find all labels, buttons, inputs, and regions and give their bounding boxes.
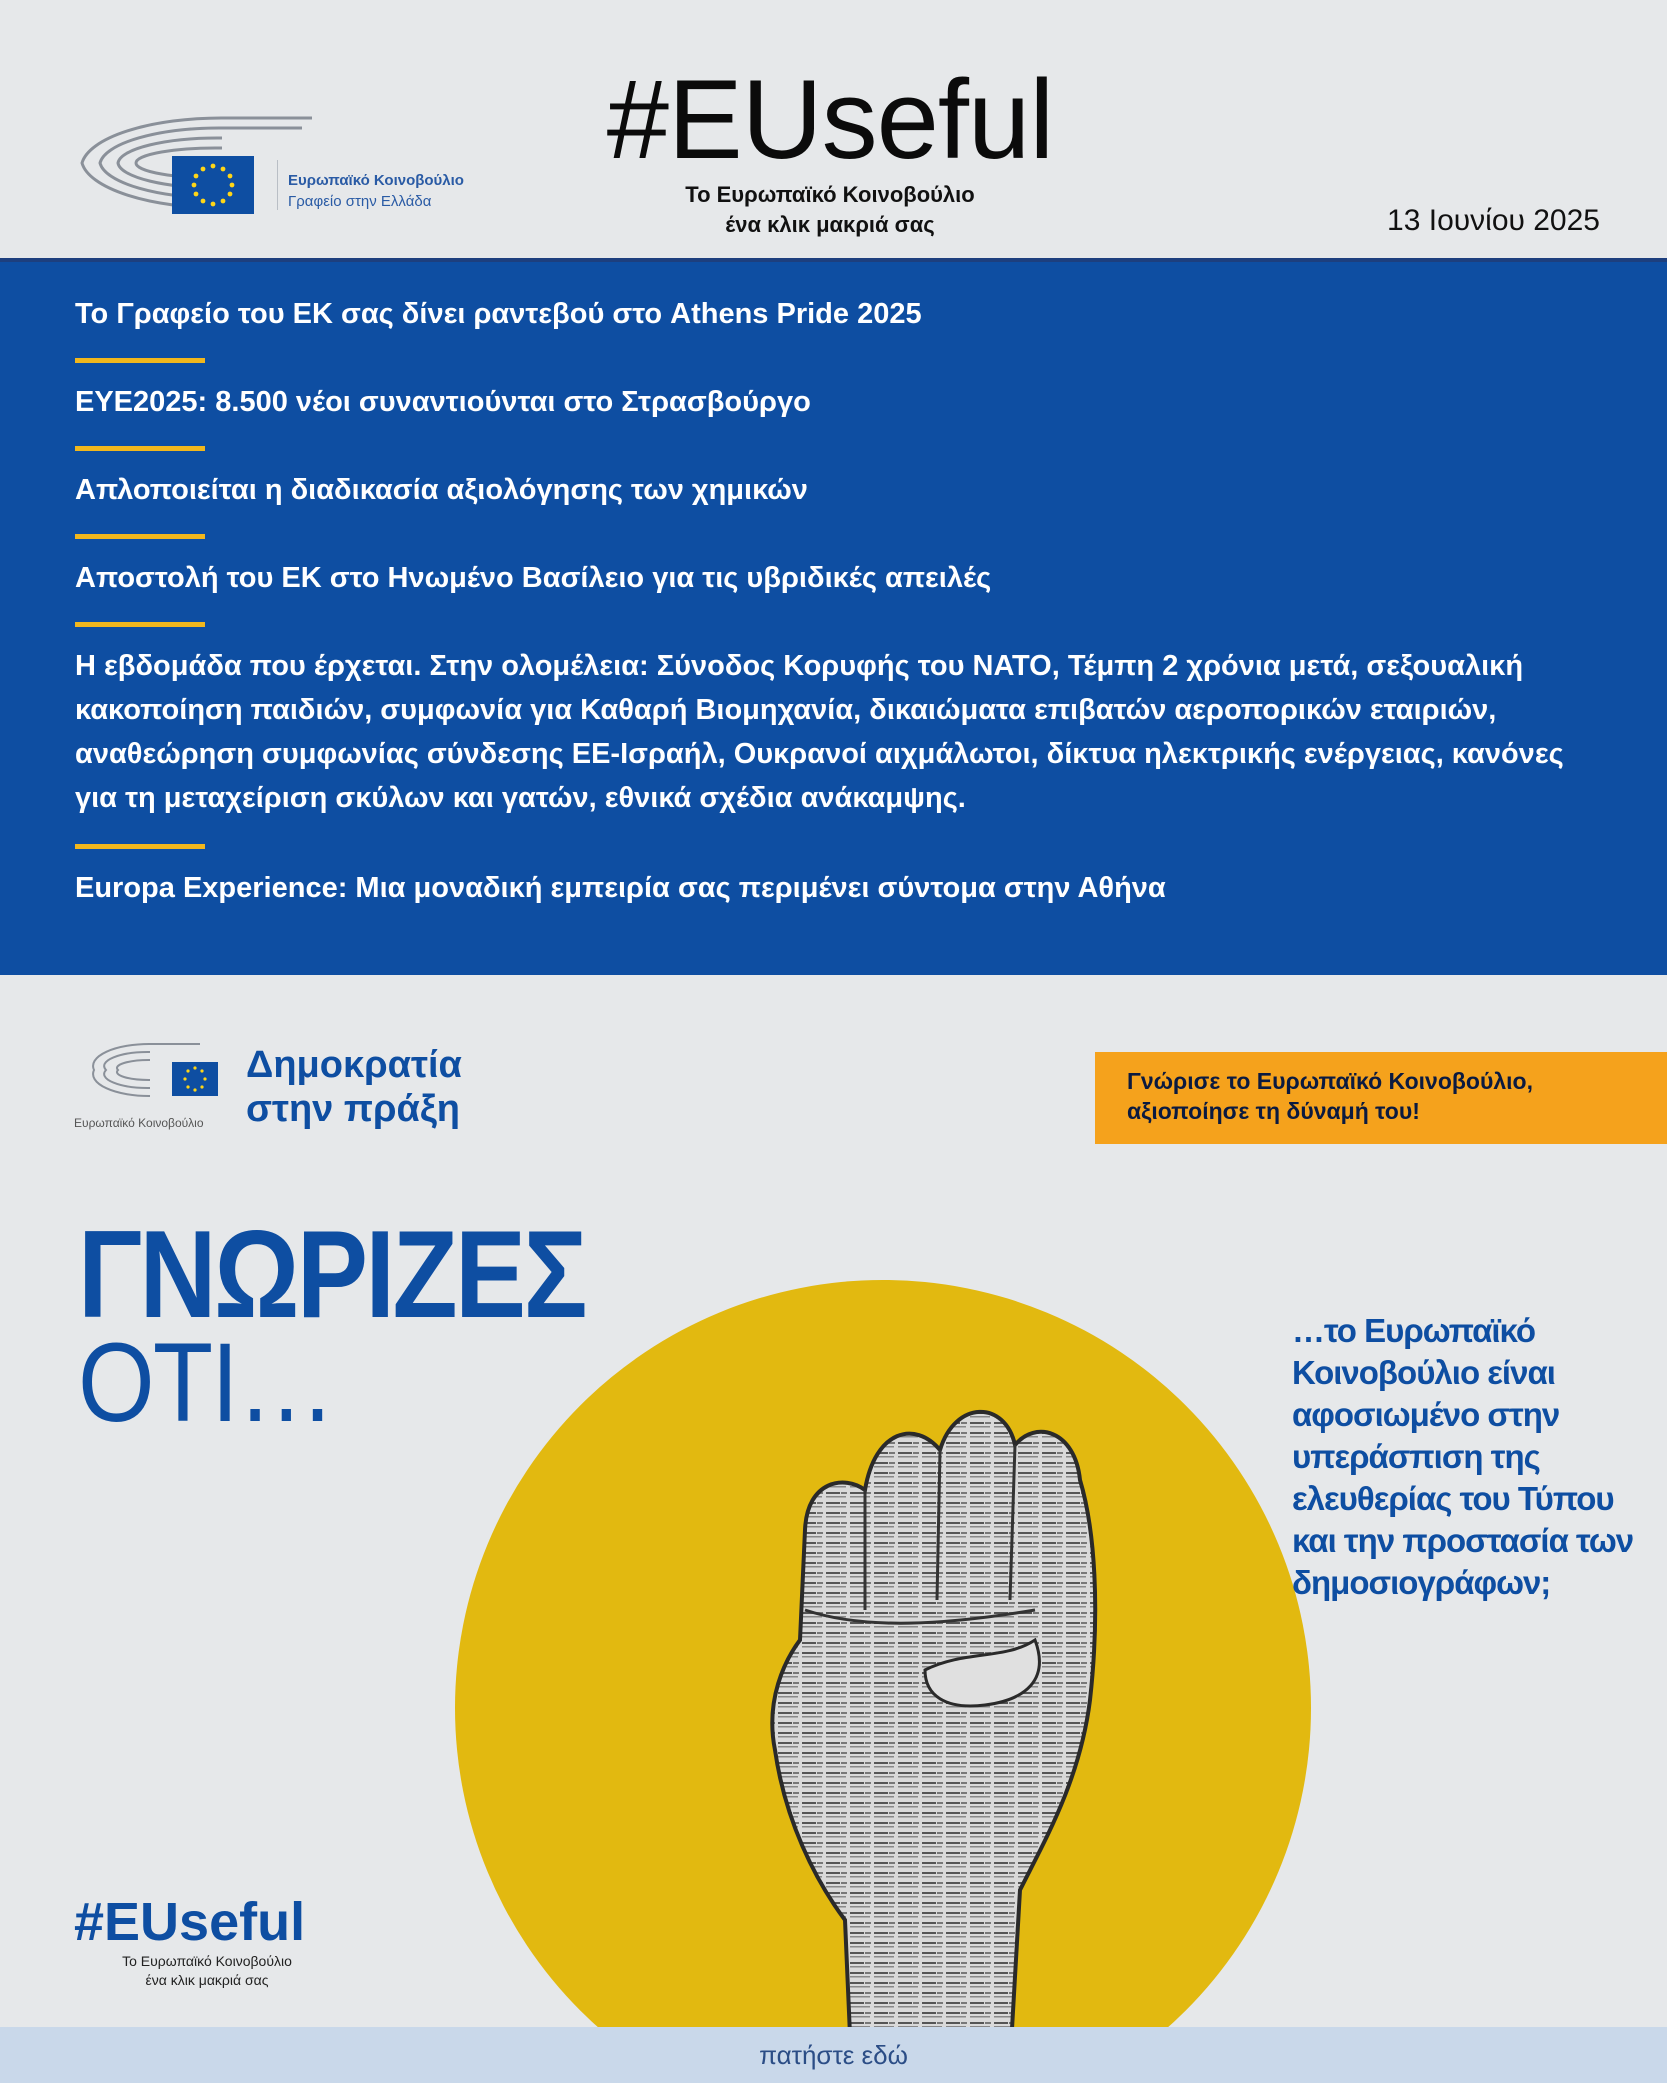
small-sub-line2: ένα κλικ μακριά σας <box>145 1972 269 1988</box>
issue-date: 13 Ιουνίου 2025 <box>1387 204 1600 237</box>
logo-text <box>288 170 464 212</box>
page-subtitle <box>560 180 1100 240</box>
callout-line2: αξιοποίησε τη δύναμή του! <box>1127 1098 1420 1124</box>
header <box>0 0 1667 258</box>
question-text: …το Ευρωπαϊκό Κοινοβούλιο είναι αφοσιωμένο στην υπεράσπιση της ελευθερίας του Τύπου και την προστασία των δημοσιογράφων; <box>1292 1312 1634 1601</box>
news-panel <box>0 258 1667 975</box>
headline-did-you-know: ΓΝΩΡΙΖΕΣ <box>78 1206 585 1344</box>
page-title: #EUseful <box>606 57 1054 182</box>
democracy-title-line1: Δημοκρατία <box>246 1044 462 1086</box>
democracy-logo-caption: Ευρωπαϊκό Κοινοβούλιο <box>74 1116 204 1130</box>
callout-line1: Γνώρισε το Ευρωπαϊκό Κοινοβούλιο, <box>1127 1068 1533 1094</box>
headline-that: ΟΤΙ… <box>78 1320 334 1445</box>
news-link-eye2025[interactable]: EYE2025: 8.500 νέοι συναντιούνται στο Στρασβούργο <box>75 386 811 418</box>
subtitle-line1: Το Ευρωπαϊκό Κοινοβούλιο <box>685 182 975 207</box>
logo-separator <box>277 160 278 210</box>
news-link-chemicals[interactable]: Απλοποιείται η διαδικασία αξιολόγησης των χημικών <box>75 474 808 506</box>
news-divider <box>75 358 205 363</box>
democracy-logo <box>90 1040 220 1112</box>
newspaper-fist-icon <box>705 1280 1145 2083</box>
news-link-europa-experience[interactable]: Europa Experience: Μια μοναδική εμπειρία σας περιμένει σύντομα στην Αθήνα <box>75 872 1166 904</box>
ep-callout-box <box>1095 1052 1667 1144</box>
news-link-athens-pride[interactable]: Το Γραφείο του ΕΚ σας δίνει ραντεβού στο Athens Pride 2025 <box>75 298 922 330</box>
news-link-week-ahead[interactable]: Η εβδομάδα που έρχεται. Στην ολομέλεια: Σύνοδος Κορυφής του ΝΑΤΟ, Τέμπη 2 χρόνια μετά, σεξουαλική κακοποίηση παιδιών, συμφωνία για Καθαρή Βιομηχανία, δικαιώματα επιβατών αεροπορικών εταιριών, αναθεώρηση συμφωνίας σύνδεσης ΕΕ-Ισραήλ, Ουκρανοί αιχμάλωτοι, δίκτυα ηλεκτρικής ενέργειας, κανόνες για τη μεταχείριση σκύλων και γατών, εθνικά σχέδια ανάκαμψης. <box>75 650 1564 814</box>
subtitle-line2: ένα κλικ μακριά σας <box>725 212 935 237</box>
news-divider <box>75 534 205 539</box>
democracy-title <box>246 1043 462 1131</box>
news-link-uk-mission[interactable]: Αποστολή του ΕΚ στο Ηνωμένο Βασίλειο για τις υβριδικές απειλές <box>75 562 992 594</box>
euseful-small-title: #EUseful <box>74 1892 306 1952</box>
euseful-small-subtitle <box>92 1952 322 1990</box>
news-divider <box>75 446 205 451</box>
small-sub-line1: Το Ευρωπαϊκό Κοινοβούλιο <box>122 1953 292 1969</box>
news-divider <box>75 844 205 849</box>
yellow-circle <box>455 1280 1311 2083</box>
logo-line1: Ευρωπαϊκό Κοινοβούλιο <box>288 172 464 189</box>
click-here-link[interactable]: πατήστε εδώ <box>0 2027 1667 2083</box>
logo-line2: Γραφείο στην Ελλάδα <box>288 193 432 210</box>
news-divider <box>75 622 205 627</box>
democracy-title-line2: στην πράξη <box>246 1088 460 1130</box>
